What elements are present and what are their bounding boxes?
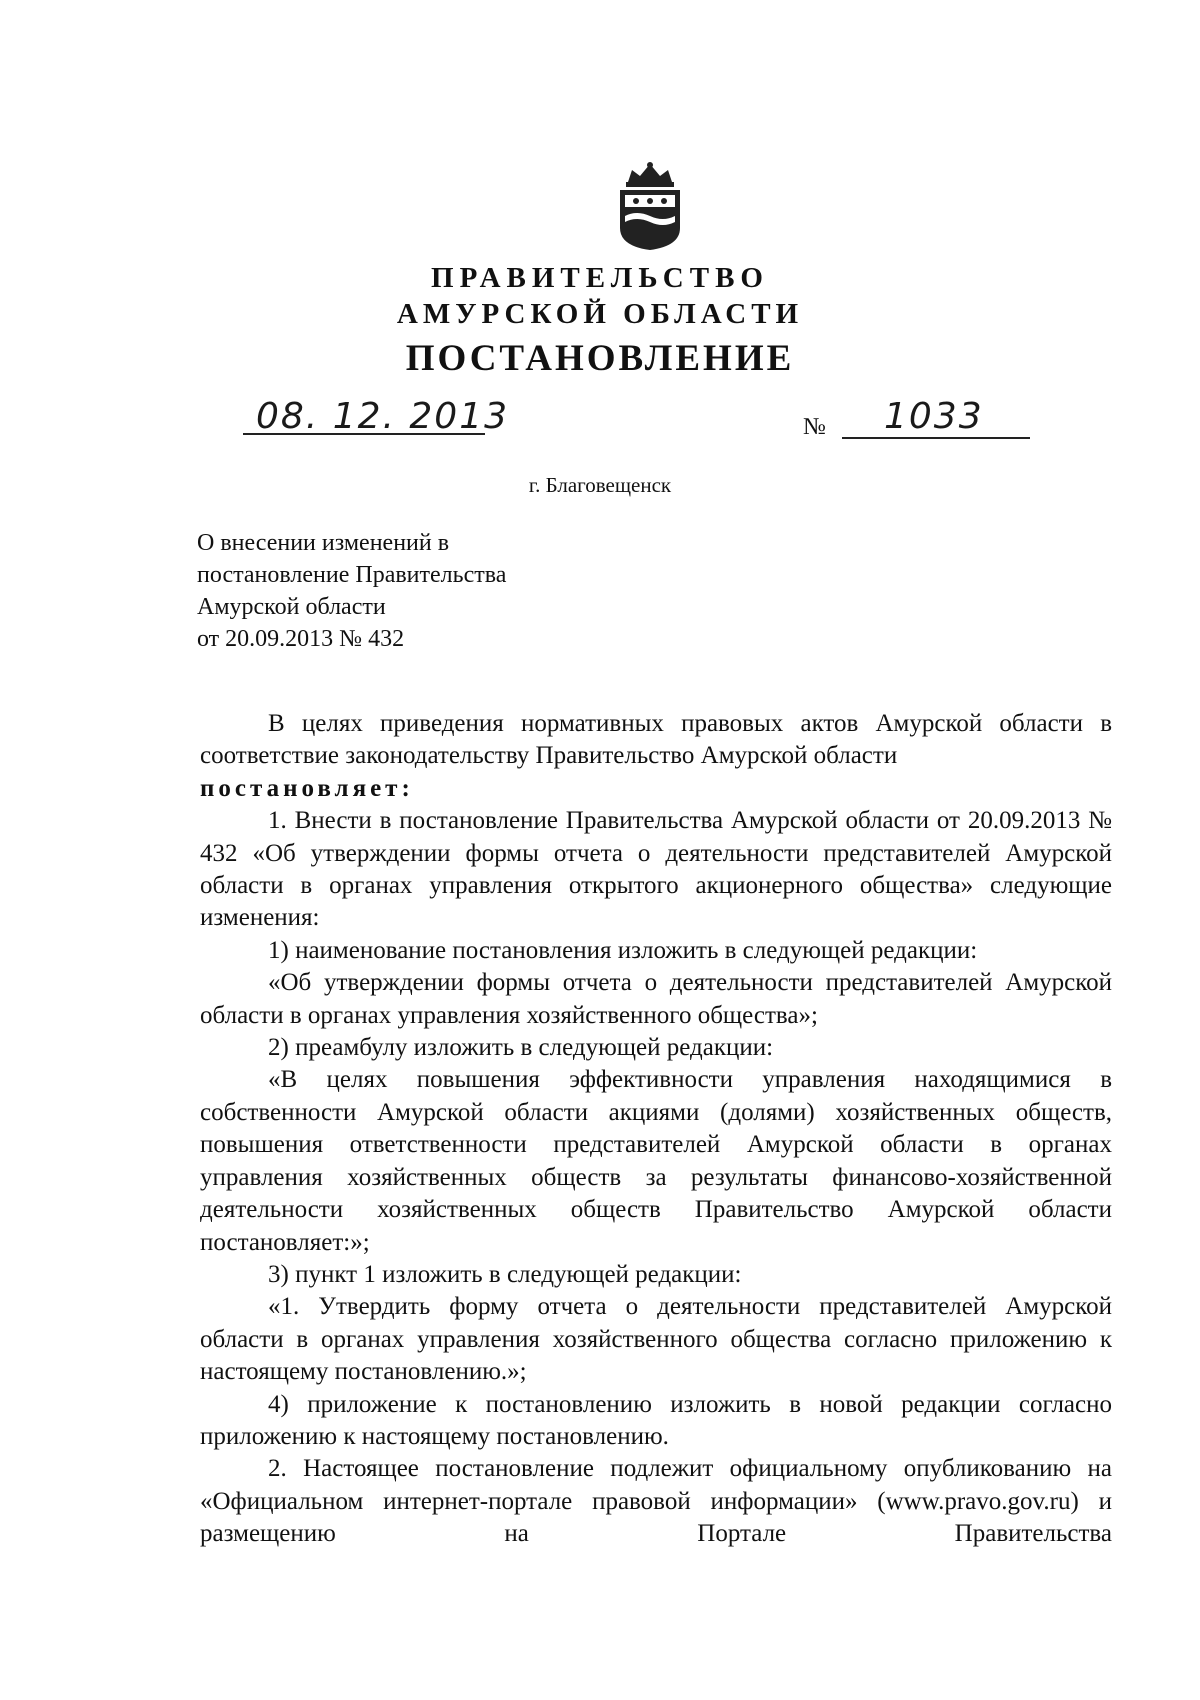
number-sign: № bbox=[803, 414, 826, 440]
subject-line: постановление Правительства bbox=[197, 562, 507, 588]
paragraph-1-item-3: 3) пункт 1 изложить в следующей редакции: bbox=[268, 1260, 742, 1288]
preamble-paragraph: В целях приведения нормативных правовых актов Амурской области в соответствие законодательству Правительство Амурской области bbox=[200, 710, 1112, 770]
handwritten-date: 08. 12. 2013 bbox=[256, 396, 510, 437]
government-heading: ПРАВИТЕЛЬСТВО bbox=[431, 262, 769, 294]
paragraph-1: 1. Внести в постановление Правительства Амурской области от 20.09.2013 № 432 «Об утверждении формы отчета о деятельности представителей Амурской области в органах управления открытого акционерного общества» следующие изменения: bbox=[200, 807, 1112, 932]
paragraph-1-item-1-text: «Об утверждении формы отчета о деятельности представителей Амурской области в органах управления хозяйственного общества»; bbox=[200, 969, 1112, 1029]
date-underline bbox=[243, 433, 485, 435]
paragraph-1-item-2-text: «В целях повышения эффективности управления находящимися в собственности Амурской области акциями (долями) хозяйственных обществ, повышения ответственности представителей Амурской области в органах управления хозяйственных обществ за результаты финансово-хозяйственной деятельности хозяйственных обществ Правительство Амурской области постановляет:»; bbox=[200, 1066, 1112, 1256]
paragraph-1-item-1: 1) наименование постановления изложить в следующей редакции: bbox=[268, 936, 978, 964]
paragraph-1-item-3-text: «1. Утвердить форму отчета о деятельности представителей Амурской области в органах управления хозяйственного общества согласно приложению к настоящему постановлению.»; bbox=[200, 1293, 1112, 1386]
document-type-heading: ПОСТАНОВЛЕНИЕ bbox=[405, 338, 795, 379]
subject-line: от 20.09.2013 № 432 bbox=[197, 626, 405, 652]
document-body bbox=[200, 708, 1112, 1551]
coat-of-arms-icon bbox=[612, 160, 688, 252]
handwritten-number: 1033 bbox=[884, 396, 984, 437]
paragraph-1-item-2: 2) преамбулу изложить в следующей редакции: bbox=[268, 1034, 774, 1062]
document-subject bbox=[197, 527, 506, 655]
city-line: г. Благовещенск bbox=[528, 473, 672, 497]
number-underline bbox=[842, 437, 1030, 439]
decree-word: постановляет: bbox=[200, 774, 414, 802]
paragraph-1-item-4: 4) приложение к постановлению изложить в новой редакции согласно приложению к настоящему постановлению. bbox=[200, 1390, 1112, 1450]
paragraph-2: 2. Настоящее постановление подлежит официальному опубликованию на «Официальном интернет-портале правовой информации» (www.pravo.gov.ru) и размещению на Портале Правительства bbox=[200, 1455, 1112, 1548]
subject-line: О внесении изменений в bbox=[197, 530, 450, 556]
region-heading: АМУРСКОЙ ОБЛАСТИ bbox=[396, 298, 804, 330]
subject-line: Амурской области bbox=[197, 594, 386, 620]
